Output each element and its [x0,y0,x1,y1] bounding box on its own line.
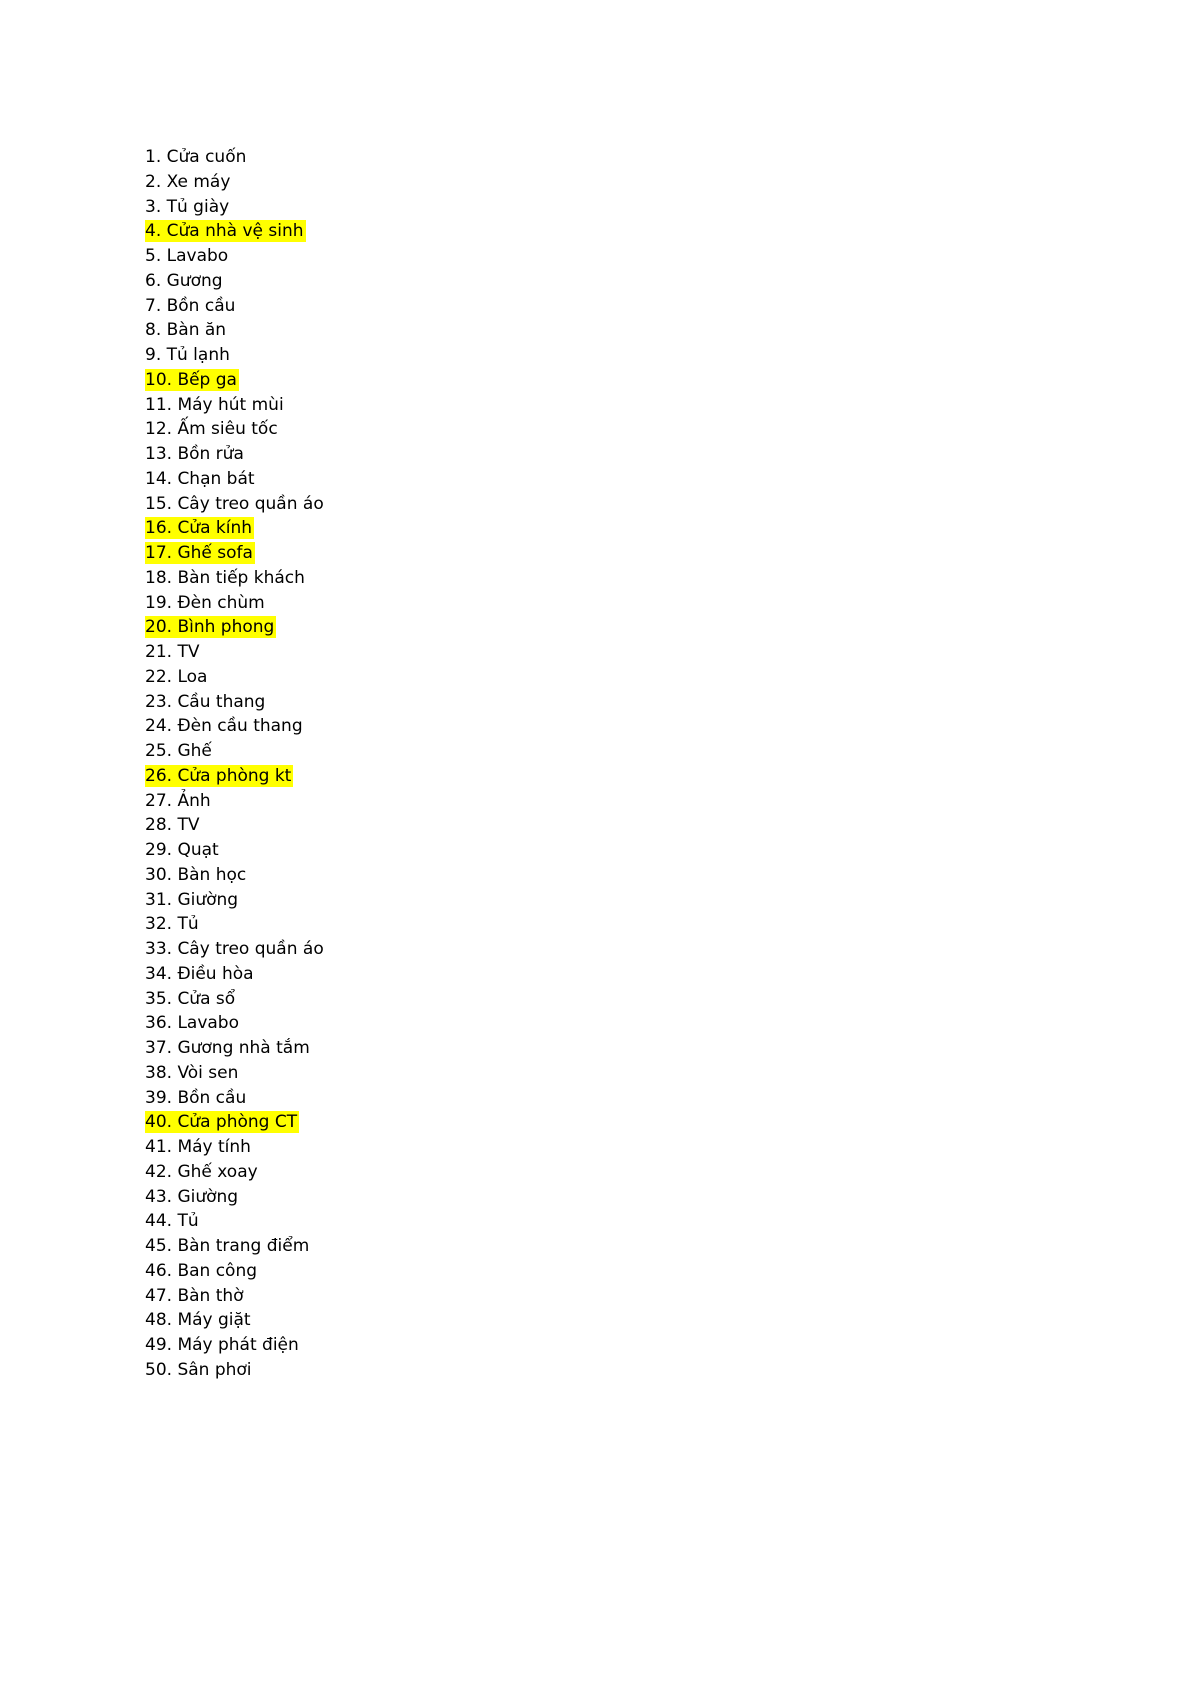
list-item [145,714,326,739]
list-item-text: 10. Bếp ga [145,369,237,390]
list-item-text: 22. Loa [145,666,208,687]
list-item-text: 16. Cửa kính [145,518,253,539]
list-item-text: 20. Bình phong [145,617,275,638]
list-item-text: 21. TV [145,642,200,662]
list-item-text: 9. Tủ lạnh [145,345,230,365]
list-item [145,888,326,913]
list-item-text: 50. Sân phơi [145,1359,252,1380]
list-item [145,1061,326,1086]
list-item-text: 29. Quạt [145,840,219,860]
list-item-text: 17. Ghế sofa [145,543,253,563]
list-item [145,1358,326,1383]
list-item-text: 12. Ấm siêu tốc [145,419,278,440]
list-item-text: 30. Bàn học [145,864,247,885]
list-item [145,1284,326,1309]
list-item [145,1135,326,1160]
list-item [145,838,326,863]
list-item [145,1259,326,1284]
list-item [145,789,326,814]
list-item [145,492,326,517]
list-item [145,1086,326,1111]
list-item-text: 25. Ghế [145,741,212,761]
list-item-text: 46. Ban công [145,1260,258,1281]
list-item [145,294,326,319]
list-item [145,640,326,665]
list-item-text: 7. Bồn cầu [145,295,236,316]
list-item [145,665,326,690]
list-item-text: 45. Bàn trang điểm [145,1236,310,1256]
list-item [145,1185,326,1210]
list-item [145,145,326,170]
list-item-text: 40. Cửa phòng CT [145,1112,298,1133]
list-item-text: 27. Ảnh [145,790,211,811]
list-item [145,343,326,368]
list-item [145,318,326,343]
list-item [145,170,326,195]
list-item-highlighted [145,541,326,566]
list-item-text: 47. Bàn thờ [145,1285,244,1306]
list-item-text: 43. Giường [145,1186,239,1207]
list-item-text: 31. Giường [145,889,239,910]
list-item-text: 36. Lavabo [145,1013,239,1034]
list-item [145,739,326,764]
list-item-text: 3. Tủ giày [145,196,230,217]
list-item-text: 18. Bàn tiếp khách [145,567,305,588]
list-item [145,863,326,888]
list-item [145,244,326,269]
numbered-list [145,145,326,1383]
list-item [145,566,326,591]
list-item-text: 34. Điều hòa [145,963,254,984]
list-item-text: 4. Cửa nhà vệ sinh [145,221,304,242]
list-item [145,1333,326,1358]
list-item-highlighted [145,516,326,541]
list-item-text: 42. Ghế xoay [145,1161,258,1182]
list-item-text: 23. Cầu thang [145,691,266,712]
list-item-highlighted [145,368,326,393]
list-item-text: 35. Cửa sổ [145,988,236,1009]
list-item-text: 32. Tủ [145,914,199,935]
list-item-text: 8. Bàn ăn [145,320,227,341]
list-item-text: 11. Máy hút mùi [145,394,284,415]
list-item [145,1234,326,1259]
list-item [145,1209,326,1234]
list-item-highlighted [145,615,326,640]
list-item-text: 48. Máy giặt [145,1310,251,1331]
list-item [145,912,326,937]
list-item [145,987,326,1012]
list-item-text: 33. Cây treo quần áo [145,939,324,959]
list-item-highlighted [145,219,326,244]
list-item-highlighted [145,1110,326,1135]
list-item-text: 49. Máy phát điện [145,1335,299,1355]
list-item-text: 28. TV [145,815,200,836]
list-item [145,937,326,962]
list-item [145,813,326,838]
list-item [145,417,326,442]
list-item-text: 1. Cửa cuốn [145,147,247,167]
list-item-text: 37. Gương nhà tắm [145,1038,310,1058]
list-item [145,195,326,220]
list-item-text: 26. Cửa phòng kt [145,765,292,786]
list-item-text: 41. Máy tính [145,1137,251,1157]
list-item [145,269,326,294]
list-item [145,962,326,987]
list-item-text: 14. Chạn bát [145,468,255,489]
list-item-text: 13. Bồn rửa [145,444,244,464]
list-item [145,442,326,467]
list-item [145,1160,326,1185]
list-item-text: 38. Vòi sen [145,1062,239,1083]
list-item [145,393,326,418]
list-item [145,591,326,616]
list-item-text: 24. Đèn cầu thang [145,716,303,737]
list-item-text: 44. Tủ [145,1211,199,1232]
list-item-text: 39. Bồn cầu [145,1087,247,1108]
list-item-highlighted [145,764,326,789]
list-item [145,467,326,492]
list-item-text: 6. Gương [145,270,223,291]
list-item [145,690,326,715]
list-item-text: 19. Đèn chùm [145,592,265,613]
list-item [145,1308,326,1333]
list-item-text: 2. Xe máy [145,171,231,192]
list-item [145,1036,326,1061]
list-item-text: 15. Cây treo quần áo [145,493,324,514]
list-item-text: 5. Lavabo [145,246,229,266]
list-item [145,1011,326,1036]
